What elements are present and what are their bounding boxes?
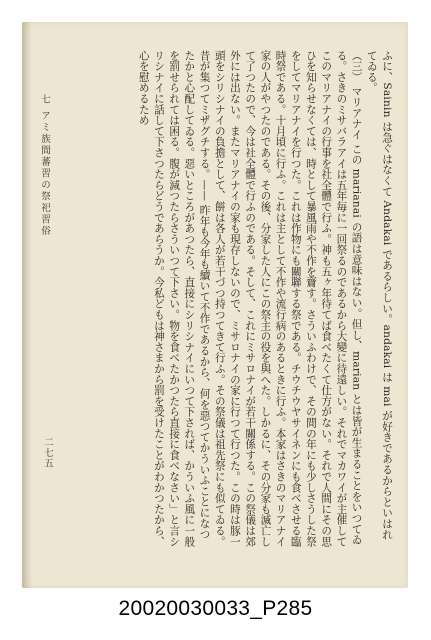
body-text [74, 50, 394, 550]
paragraph-intro: ふに、Sainin は急ぐはなくて Andakai であるらしい。andakai は mai が好きであるからといはれてゐる。 [365, 50, 393, 540]
paragraph-marianai: （三） マリアナイ この marianai の語は意味はない。但し、marian とは皆が生まることをいつてゐる。さきのミサバラアイは五年毎に一回祭るのであるから大變に待遠しい。それでマカワイが主催してこのマリアナイの行事を社全體で行ふ。神も五ヶ年待てば食べたくて仕方がない。それで人間にその思ひを知らせなくては、時として暴風雨や不作を齎す。さういふわけで、その間の年にも少しさうした祭をしてマリアナイを行つた。これは作物にも關聯する祭である。チウチウヤサイネンにも食べさせる臨時祭である。十月頃に行ふ。これは主として不作や流行病のあるときに行ふ。本家はさきのマリアナイ家の人がやつたのである。その後、分家した人にこの祭主の役を與へた。しかるに、その分家も滅亡して了つたので、今は社全體で行ふのである。そして、これにミサロナイが若干關係する。この祭儀は郊外には出ない。またマリアナイの家も現存しないので、ミサロナイの家に行つて行つた。この時は豚一頭をシリシナイの負擔として、餅は各人が若干づつ持つてきて行ふ。その祭儀は祖先祭にも似てゐる。昔が集つてミザグチする。—— 昨年も今年も續いて不作であるから、何を惡つてかういふことになつたかと心配してゐる。惡いところがあつたら、直接にシリシナイにいつて下されば、かういふ風に一般を罰せられては困る。腹が減つたらさういつて下さい。物を食べたかつたら直接に食べなさい」と言シリシナイに話して下さつたらどうであらうか。今私どもは神さまから罰を受けたことがわかつたから、心を慰めるため [137, 50, 363, 547]
running-header: 七 アミ族間蕃習の祭祀習俗 [39, 94, 50, 238]
page-number: 二七五 [42, 437, 53, 469]
page-binding-shadow [22, 22, 32, 588]
book-page [22, 22, 408, 588]
scan-id-caption: 20020030033_P285 [118, 597, 313, 620]
